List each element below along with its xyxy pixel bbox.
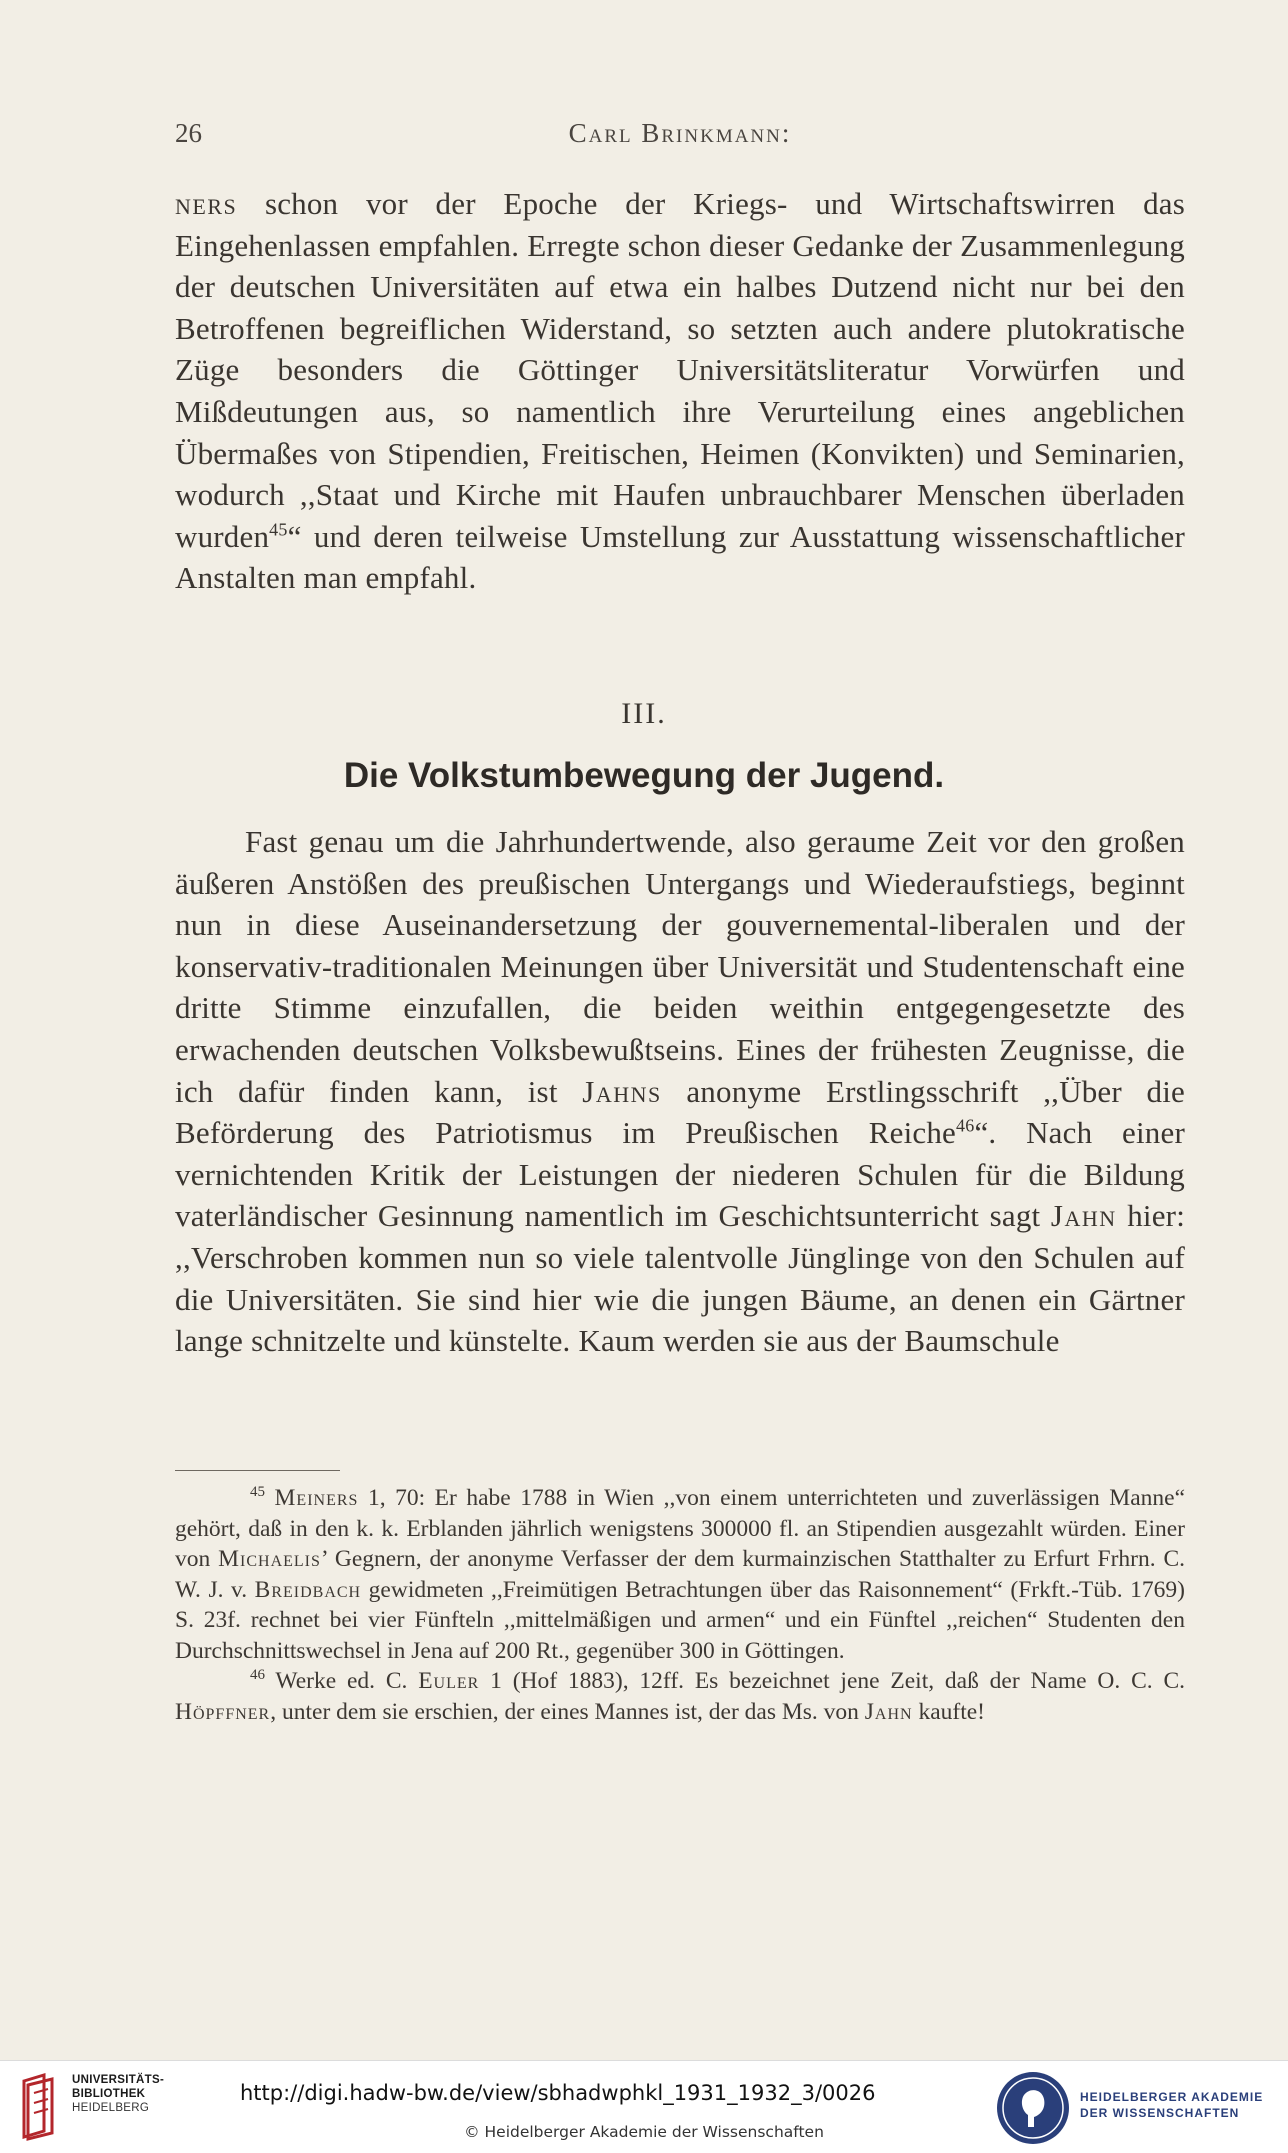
- academy-seal-icon[interactable]: [994, 2069, 1072, 2147]
- page-number: 26: [175, 118, 202, 148]
- name-breidbach: Breidbach: [254, 1576, 362, 1603]
- name-jahn: Jahn: [1050, 1198, 1117, 1234]
- name-hoepffner: Höpffner: [175, 1698, 271, 1725]
- name-euler: Euler: [418, 1668, 480, 1694]
- academy-name: [1080, 2089, 1263, 2121]
- running-header: [175, 118, 1185, 154]
- footnote-45: [175, 1483, 1185, 1666]
- digitization-footer: [0, 2060, 1288, 2153]
- footnote-ref-45: 45: [269, 519, 288, 540]
- footnotes: [175, 1483, 1185, 1727]
- academy-line-2: DER WISSENSCHAFTEN: [1080, 2106, 1240, 2120]
- name-jahns: Jahns: [582, 1073, 662, 1109]
- paragraph-2-text-d: hier: ,,Verschroben kommen nun so viele talentvolle Jünglinge von den Schulen auf die Universitäten. Sie sind hier wie die jungen Bäume, an denen ein Gärtner lange schnitzelte und künstelte. Kaum werden sie aus der Baumschule: [175, 1198, 1186, 1359]
- name-michaelis: Michaelis: [218, 1546, 321, 1572]
- running-title: Carl Brinkmann:: [568, 118, 792, 148]
- section-number: III.: [621, 697, 667, 730]
- copyright-notice: © Heidelberger Akademie der Wissenschaften: [464, 2123, 824, 2141]
- paragraph-1: [175, 183, 1185, 599]
- paragraph-2-text-b: anonyme Erstlingsschrift ,,Über die Beförderung des Patriotismus im Preußischen Reiche: [175, 1073, 1185, 1151]
- paragraph-2-text-a: Fast genau um die Jahrhundertwende, also geraume Zeit vor den großen äußeren Anstößen des preußischen Untergangs und Wiederaufstiegs, beginnt nun in diese Auseinandersetzung der gouvernemental-liberalen und der konservativ-traditionalen Meinungen über Universität und Studentenschaft eine dritte Stimme einzufallen, die beiden weithin entgegengesetzte des erwachenden deutschen Volksbewußtseins. Eines der frühesten Zeugnisse, die ich dafür finden kann, ist: [175, 824, 1185, 1109]
- name-meiners: Meiners: [274, 1485, 359, 1511]
- footnote-45-text-b: ’ Gegnern, der anonyme Verfasser der dem kurmainzischen Statthalter zu Erfurt Frhrn. C. W. J. v.: [175, 1546, 1186, 1603]
- footnote-45-text-a: 1, 70: Er habe 1788 in Wien ,,von einem unterrichteten und zuverlässigen Manne“ gehört, daß in den k. k. Erblanden jährlich wenigstens 300000 fl. an Stipendien ausgezahlt würden. Einer von: [175, 1485, 1185, 1572]
- footnote-46-text-b: 1 (Hof 1883), 12ff. Es bezeichnet jene Zeit, daß der Name O. C. C.: [479, 1668, 1185, 1694]
- paragraph-2: [175, 821, 1185, 1362]
- footnote-46-mark: 46: [250, 1667, 265, 1684]
- library-line-1: UNIVERSITÄTS-: [72, 2074, 165, 2086]
- paragraph-1-end: “ und deren teilweise Umstellung zur Ausstattung wissenschaftlicher Anstalten man empfahl.: [175, 518, 1185, 596]
- footnote-46: [175, 1666, 1185, 1727]
- paragraph-2-text-c: “. Nach einer vernichtenden Kritik der Leistungen der niederen Schulen für die Bildung vaterländischer Gesinnung namentlich im Geschichtsunterricht sagt: [175, 1115, 1185, 1234]
- name-jahn-fn: Jahn: [864, 1698, 913, 1725]
- academy-line-1: HEIDELBERGER AKADEMIE: [1080, 2090, 1264, 2104]
- footnote-45-text-c: gewidmeten ,,Freimütigen Betrachtungen über das Raisonnement“ (Frkft.-Tüb. 1769) S. 23f. rechnet bei vier Fünfteln ,,mittelmäßigen und armen“ und ein Fünftel ,,reichen“ Studenten den Durchschnittswechsel in Jena auf 200 Rt., gegenüber 300 in Göttingen.: [175, 1576, 1185, 1664]
- footnote-46-text-d: kaufte!: [912, 1698, 986, 1725]
- paragraph-1-text: schon vor der Epoche der Kriegs- und Wirtschaftswirren das Eingehenlassen empfahlen. Erregte schon dieser Gedanke der Zusammenlegung der deutschen Universitäten auf etwa ein halbes Dutzend nicht nur bei den Betroffenen begreiflichen Widerstand, so setzten auch andere plutokratische Züge besonders die Göttinger Universitätsliteratur Vorwürfen und Mißdeutungen aus, so namentlich ihre Verurteilung eines angeblichen Übermaßes von Stipendien, Freitischen, Heimen (Konvikten) und Seminarien, wodurch ,,Staat und Kirche mit Haufen unbrauchbarer Menschen überladen wurden: [175, 186, 1185, 554]
- library-line-3: HEIDELBERG: [72, 2102, 150, 2114]
- author-name-smallcaps: ners: [175, 186, 238, 221]
- footnote-45-mark: 45: [250, 1484, 265, 1501]
- footnote-ref-46: 46: [956, 1115, 975, 1136]
- footnote-divider: [175, 1470, 340, 1471]
- library-line-2: BIBLIOTHEK: [72, 2088, 146, 2100]
- section-title: Die Volkstumbewegung der Jugend.: [343, 756, 945, 795]
- footnote-46-text-c: , unter dem sie erschien, der eines Mannes ist, der das Ms. von: [270, 1698, 865, 1725]
- permalink-url[interactable]: http://digi.hadw-bw.de/view/sbhadwphkl_1931_1932_3/0026: [240, 2081, 876, 2105]
- footnote-46-text-a: Werke ed. C.: [265, 1668, 419, 1694]
- library-name: [72, 2073, 164, 2115]
